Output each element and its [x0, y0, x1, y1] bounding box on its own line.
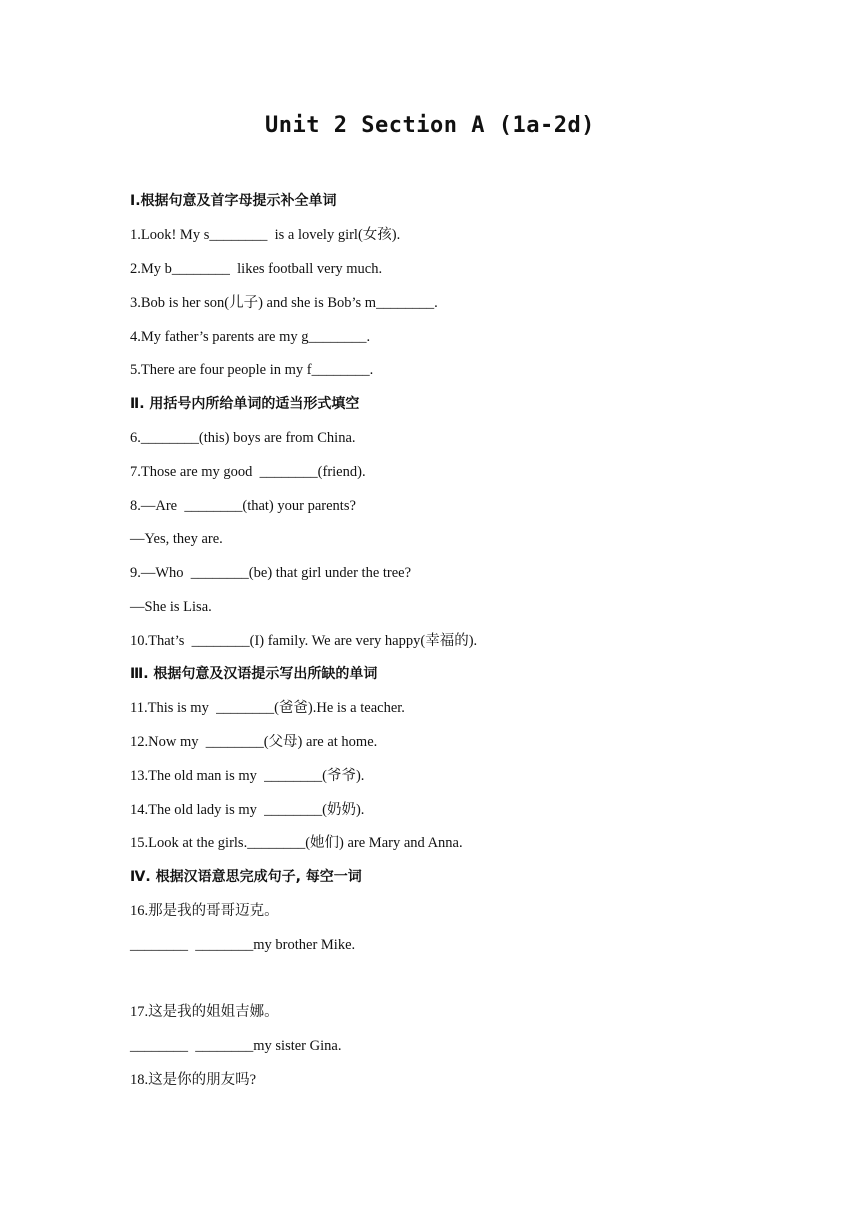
- question-15: 15.Look at the girls.________(她们) are Mary and Anna.: [130, 835, 463, 851]
- question-17: 17.这是我的姐姐吉娜。: [130, 1004, 279, 1020]
- question-11: 11.This is my ________(爸爸).He is a teacher.: [130, 700, 405, 716]
- question-9-answer: —She is Lisa.: [130, 599, 212, 615]
- question-5: 5.There are four people in my f________.: [130, 362, 374, 378]
- question-7: 7.Those are my good ________(friend).: [130, 464, 366, 480]
- section-3-heading: Ⅲ. 根据句意及汉语提示写出所缺的单词: [130, 666, 378, 682]
- question-14: 14.The old lady is my ________(奶奶).: [130, 802, 365, 818]
- question-1: 1.Look! My s________ is a lovely girl(女孩).: [130, 227, 401, 243]
- question-12: 12.Now my ________(父母) are at home.: [130, 734, 378, 750]
- question-16-answer: ________ ________my brother Mike.: [130, 937, 356, 953]
- question-13: 13.The old man is my ________(爷爷).: [130, 768, 365, 784]
- section-2-heading: Ⅱ. 用括号内所给单词的适当形式填空: [130, 396, 360, 412]
- page-title: Unit 2 Section A (1a-2d): [265, 113, 595, 138]
- question-8: 8.—Are ________(that) your parents?: [130, 498, 356, 514]
- question-3: 3.Bob is her son(儿子) and she is Bob’s m________.: [130, 295, 438, 311]
- question-16: 16.那是我的哥哥迈克。: [130, 903, 279, 919]
- question-18: 18.这是你的朋友吗?: [130, 1072, 257, 1088]
- question-2: 2.My b________ likes football very much.: [130, 261, 383, 277]
- question-4: 4.My father’s parents are my g________.: [130, 329, 371, 345]
- question-10: 10.That’s ________(I) family. We are very happy(幸福的).: [130, 633, 478, 649]
- question-6: 6.________(this) boys are from China.: [130, 430, 356, 446]
- section-1-heading: Ⅰ.根据句意及首字母提示补全单词: [130, 193, 337, 209]
- question-17-answer: ________ ________my sister Gina.: [130, 1038, 342, 1054]
- section-4-heading: Ⅳ. 根据汉语意思完成句子, 每空一词: [130, 869, 362, 885]
- question-9: 9.—Who ________(be) that girl under the tree?: [130, 565, 412, 581]
- question-8-answer: —Yes, they are.: [130, 531, 223, 547]
